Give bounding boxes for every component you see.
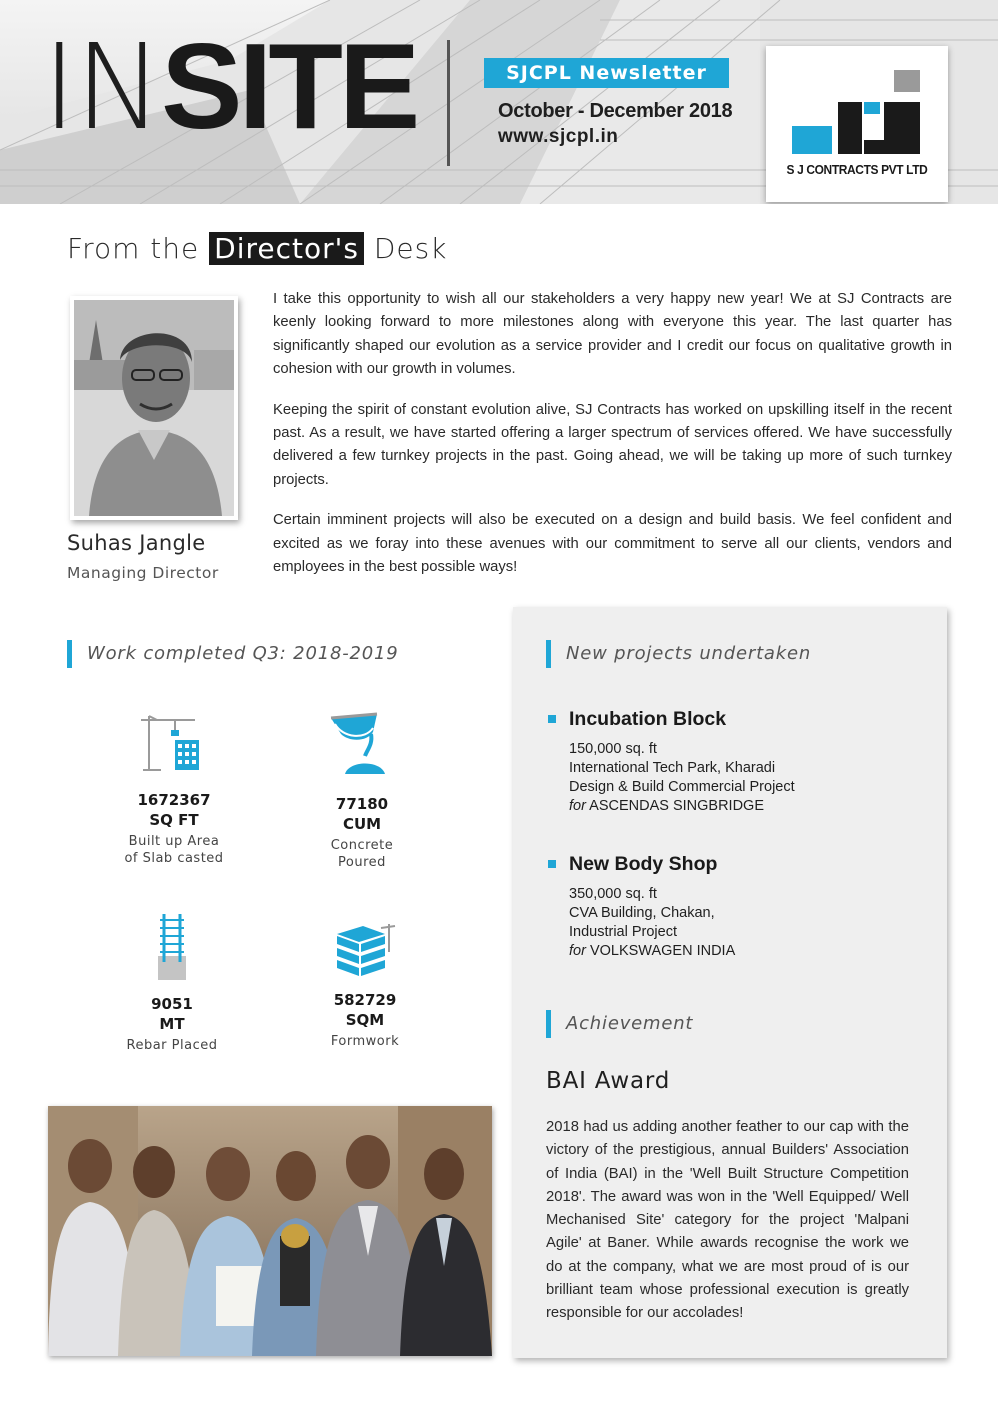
message-paragraph: Keeping the spirit of constant evolution alive, SJ Contracts has worked on upskilling itself in the recent past. As a result, we have started offering a larger spectrum of services offered. We have successfully delivered a few turnkey projects in the past. Going ahead, we will be taking up more of such turnkey projects. [273,401,952,488]
stat-description: Formwork [330,1034,400,1049]
rebar-icon [152,912,192,980]
stat-unit: CUM [342,815,382,833]
newsletter-label: SJCPL Newsletter [484,58,729,88]
masthead-light-part: IN [42,18,162,156]
website-link[interactable]: www.sjcpl.in [498,126,619,147]
bullet-icon [548,860,556,868]
company-logo-text: S J CONTRACTS PVT LTD [786,162,928,177]
stat-description: Poured [338,855,386,870]
project-details [548,885,928,961]
directors-desk-title [67,230,447,268]
newsletter-header [0,0,998,204]
work-completed-heading [67,640,399,668]
project-item [548,852,928,961]
director-portrait [70,296,238,520]
stat-unit: MT [159,1015,185,1033]
crane-building-icon [139,712,209,772]
stat-value: 582729 [333,991,397,1009]
stat-formwork [275,922,455,1050]
issue-date: October - December 2018 [498,100,733,122]
desk-title-prefix: From the [67,232,200,265]
stat-value: 77180 [335,795,389,813]
director-name: Suhas Jangle [67,531,206,555]
masthead-bold-part: SITE [161,18,417,154]
message-paragraph: I take this opportunity to wish all our stakeholders a very happy new year! We at SJ Contracts are keenly looking forward to more milestones along with everyone this year. The last quarter has significantly shaped our evolution as a service provider and I credit our focus on qualitative growth in cohesion with our growth in volumes. [273,291,952,378]
concrete-pour-icon [327,712,397,776]
masthead-title [42,18,417,156]
stat-description: Concrete [330,838,394,853]
project-client: ASCENDAS SINGBRIDGE [589,798,764,814]
company-logo [766,46,948,202]
stat-concrete [272,712,452,871]
project-area: 350,000 sq. ft [569,886,657,902]
section-accent-bar [546,640,551,668]
client-prefix: for [569,943,586,959]
achievement-heading [546,1010,693,1038]
project-title: Incubation Block [569,708,727,730]
stat-unit: SQM [345,1011,385,1029]
achievement-heading-text: Achievement [566,1013,694,1034]
stat-description: Built up Area [128,834,220,849]
formwork-icon [333,922,397,980]
project-type: Industrial Project [569,924,677,940]
award-title: BAI Award [546,1068,671,1094]
stat-value: 1672367 [137,791,211,809]
stat-description: Rebar Placed [126,1038,218,1053]
new-projects-heading-text: New projects undertaken [566,643,812,664]
award-description: 2018 had us adding another feather to our cap with the victory of the prestigious, annual Builders' Association of India (BAI) in the 'Well Built Structure Competition 2018'. The award was won in the 'Well Equipped/ Well Mechanised Site' category for the project 'Malpani Agile' at Baner. While awards recognise the work we do at the company, what we are most proud of is our brilliant team whose professional execution is greatly responsible for our accolades! [546,1119,909,1322]
directors-message [273,288,952,596]
project-location: International Tech Park, Kharadi [569,760,776,776]
project-client-line [569,797,928,816]
desk-title-highlight: Director's [209,232,364,265]
stat-value: 9051 [151,995,193,1013]
desk-title-suffix: Desk [373,232,448,265]
stat-rebar [82,912,262,1054]
director-role: Managing Director [67,564,219,582]
stat-description: of Slab casted [124,851,224,866]
message-paragraph: Certain imminent projects will also be executed on a design and build basis. We feel confident and excited as we foray into these avenues with our commitment to serve all our clients, vendors and employees in the best possible ways! [273,512,952,576]
stat-slab-area [84,712,264,867]
project-area: 150,000 sq. ft [569,741,657,757]
stat-unit: SQ FT [149,811,199,829]
director-photo [74,300,234,516]
team-photo-image [48,1106,492,1356]
section-accent-bar [546,1010,551,1038]
client-prefix: for [569,798,586,814]
sj-logo-icon [788,68,928,158]
project-title: New Body Shop [569,853,718,875]
project-details [548,740,928,816]
header-divider [447,40,450,166]
section-accent-bar [67,640,72,668]
project-type: Design & Build Commercial Project [569,779,795,795]
project-client: VOLKSWAGEN INDIA [589,943,736,959]
new-projects-heading [546,640,811,668]
bullet-icon [548,715,556,723]
award-team-photo [48,1106,492,1356]
project-location: CVA Building, Chakan, [569,905,715,921]
project-client-line [569,942,928,961]
work-completed-heading-text: Work completed Q3: 2018-2019 [87,643,399,664]
project-item [548,707,928,816]
